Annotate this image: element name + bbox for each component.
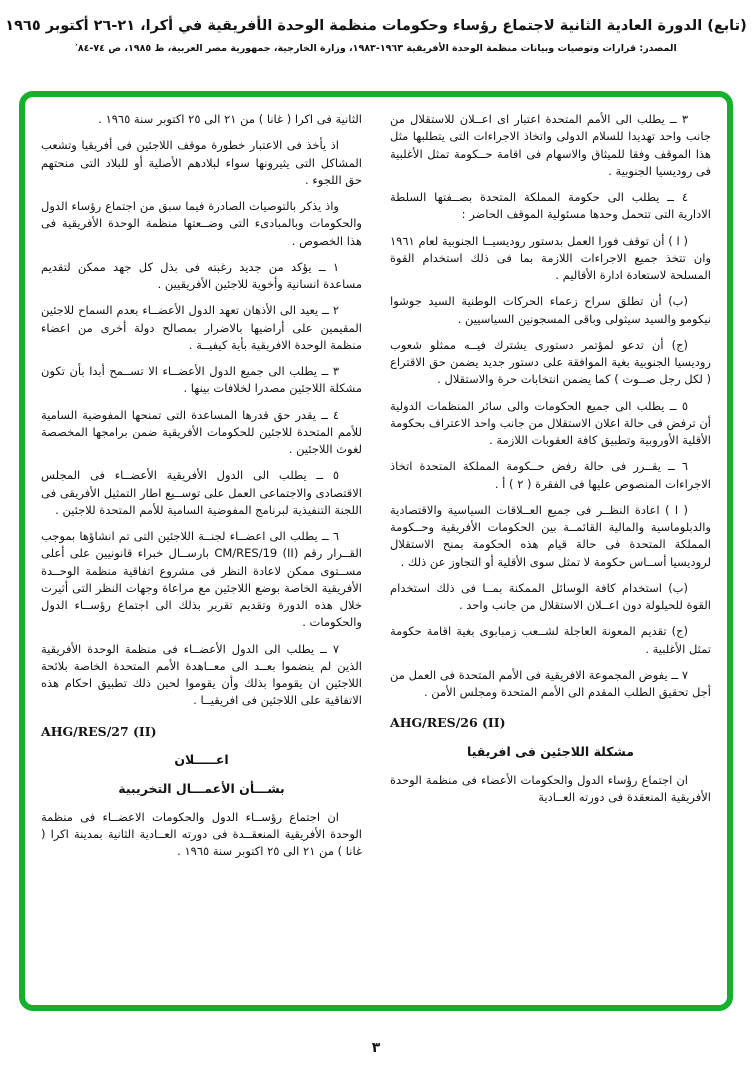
paragraph: ٥ ــ يطلب الى الدول الأفريقية الأعضــاء فى المجلس الاقتصادى والاجتماعى العمل على توســيع اطار التمثيل الأفريقى فى اللجنة التنفيذية لبرنامج المفوضية السامية للأمم المتحدة للاجئين . — [41, 468, 362, 517]
paragraph: ٦ ــ يقــرر فى حالة رفض حــكومة المملكة المتحدة اتخاذ الاجراءات المنصوص عليها فى الفقرة ( ٢ ) أ . — [390, 459, 711, 491]
paragraph: ٧ ــ يطلب الى الدول الأعضــاء فى منظمة الوحدة الأفريقية الذين لم ينضموا بعــد الى معــاهدة الأمم المتحدة الخاصة بلائحة اللاجئين ان يقوموا بذلك وأن يقوموا لحين ذلك تطبيق احكام هذه الاتفاقية على اللاجئين فى افريقيــا . — [41, 641, 362, 708]
paragraph: ٤ ــ يطلب الى حكومة المملكة المتحدة بصــفتها السلطة الادارية التى تتحمل وحدها مسئولية الموقف الحاضر : — [390, 190, 711, 222]
paragraph: ٥ ــ يطلب الى جميع الحكومات والى سائر المنظمات الدولية أن ترفض فى حالة اعلان الاستقلال من جانب واحد الاعتراف بحكومة الأقلية الأوروبية وتطبيق كافة العقوبات اللازمة . — [390, 398, 711, 447]
paragraph: ٣ ــ يطلب الى الأمم المتحدة اعتبار اى اعــلان للاستقلال من جانب واحد تهديدا للسلام الدولى واتخاذ الاجراءات التى يتطلبها مثل هذا الموقف وفقا للميثاق والاسهام فى اقامة حــكومة تمثل الأغلبية فى روديسيا الجنوبية . — [390, 112, 711, 178]
header-title: (تابع) الدورة العادية الثانية لاجتماع رؤساء وحكومات منظمة الوحدة الأفريقية في أكرا، ٢١-٢٦ أكتوبر ١٩٦٥ — [5, 18, 747, 34]
column-right — [390, 111, 711, 995]
paragraph: ٤ ــ يقدر حق قدرها المساعدة التى تمنحها المفوضية السامية للأمم المتحدة للاجئين للحكومات الأفريقية ضمن برامجها المخصصة لغوث اللاجئين . — [41, 407, 362, 456]
paragraph: الثانية فى اكرا ( غانا ) من ٢١ الى ٢٥ اكتوبر سنة ١٩٦٥ . — [98, 112, 362, 126]
section-heading: مشكلة اللاجئين فى افريقيا — [467, 744, 634, 759]
paragraph: ٢ ــ يعيد الى الأذهان تعهد الدول الأعضــاء بعدم السماح للاجئين المقيمين على أراضيها بالاضرار بمصالح دولة أخرى من اعضاء منظمة الوحدة الافريقية بأية كيفيــة . — [41, 303, 362, 352]
header-source-line: المصدر: قرارات وتوصيات وبيانات منظمة الوحدة الأفريقية ١٩٦٣-١٩٨٣، وزارة الخارجية، جمهورية مصر العربية، ط ١٩٨٥، ص ٧٤-٨٤′ — [75, 43, 677, 54]
paragraph: (ب) استخدام كافة الوسائل الممكنة بمــا فى ذلك استخدام القوة للحيلولة دون اعــلان الاستقلال من جانب واحد . — [390, 580, 711, 612]
paragraph: (ج) تقديم المعونة العاجلة لشــعب زمبابوى بغية اقامة حكومة تمثل الأغلبية . — [390, 624, 711, 656]
resolution-code: AHG/RES/27 (II) — [41, 723, 157, 739]
resolution-code: AHG/RES/26 (II) — [390, 715, 506, 731]
paragraph: ٦ ــ يطلب الى اعضــاء لجنــة اللاجئين التى تم انشاؤها بموجب القــرار رقم CM/RES/19 (II) بارســال خبراء قانونيين على أعلى مســتوى ممكن لاعادة النظر فى مشروع اتفاقية منظمة الوحــدة الأفريقية الخاصة بوضع اللاجئين مع مراعاة وجهات النظر التى أثيرت خلال هذه الدورة وتقديم تقرير بذلك الى اجتماع رؤســاء الدول والحكومات . — [41, 529, 362, 630]
paragraph: واذ يذكر بالتوصيات الصادرة فيما سبق من اجتماع رؤساء الدول والحكومات وبالمبادىء التى وضــعتها منظمة الوحدة الأفريقية فى هذا الخصوص . — [41, 199, 362, 248]
paragraph: ( ا ) أن توقف فورا العمل بدستور روديسيــا الجنوبية لعام ١٩٦١ وان تتخذ جميع الاجراءات اللازمة بما فى ذلك استخدام القوة المسلحة لاستعادة ادارة الأقاليم . — [390, 233, 711, 282]
section-heading: اعـــــلان — [174, 752, 229, 768]
content-frame — [19, 91, 733, 1011]
paragraph: ٧ ــ يفوض المجموعة الافريقية فى الأمم المتحدة فى العمل من أجل تحقيق الطلب المقدم الى الأمم المتحدة ومجلس الأمن . — [390, 667, 711, 699]
paragraph: ان اجتماع رؤســاء الدول والحكومات الاعضــاء فى منظمة الوحدة الأفريقية المنعقــدة فى دورته العــادية الثانية بمدينة اكرا ( غانا ) من ٢١ الى ٢٥ اكتوبر سنة ١٩٦٥ . — [41, 809, 362, 859]
paragraph: (ج) أن تدعو لمؤتمر دستورى يشترك فيــه ممثلو شعوب روديسيا الجنوبية بغية الموافقة على دستور جديد يضمن حق الاقتراع ( لكل رجل صــوت ) كما يضمن انتخابات حرة والاستقلال . — [390, 337, 711, 387]
paragraph: ٣ ــ يطلب الى جميع الدول الأعضــاء الا تســمح أبدا بأن تكون مشكلة اللاجئين مصدرا لخلافات بينها . — [41, 364, 362, 396]
section-heading: بشـــأن الأعمـــال التخريبية — [118, 781, 285, 796]
paragraph: ١ ــ يؤكد من جديد رغبته فى بذل كل جهد ممكن لتقديم مساعدة انسانية وأخوية للاجئين الأفريقيين . — [41, 259, 362, 291]
page-header — [0, 0, 752, 54]
paragraph: (ب) أن تطلق سراح زعماء الحركات الوطنية السيد جوشوا نيكومو والسيد سيثولى وباقى المسجونين السياسيين . — [390, 294, 711, 326]
column-left — [41, 111, 362, 995]
page-number: ٣ — [371, 1040, 381, 1056]
paragraph: ان اجتماع رؤساء الدول والحكومات الأعضاء فى منظمة الوحدة الأفريقية المنعقدة فى دورته العــادية — [390, 772, 711, 804]
paragraph: ( ا ) اعادة النظــر فى جميع العــلاقات السياسية والاقتصادية والدبلوماسية والمالية القائمــة بين الحكومات الأفريقية وحــكومة المملكة المتحدة فى حالة قيام هذه الحكومة بمنح الاستقلال لروديسيا أســاس حكومة لا تمثل سوى الأقلية أو التجاوز عن ذلك . — [390, 502, 711, 569]
paragraph: اذ يأخذ فى الاعتبار خطورة موقف اللاجئين فى أفريقيا وتشعب المشاكل التى يثيرونها سواء لبلادهم الأصلية أو للبلاد التى منحتهم حق اللجوء . — [41, 138, 362, 187]
